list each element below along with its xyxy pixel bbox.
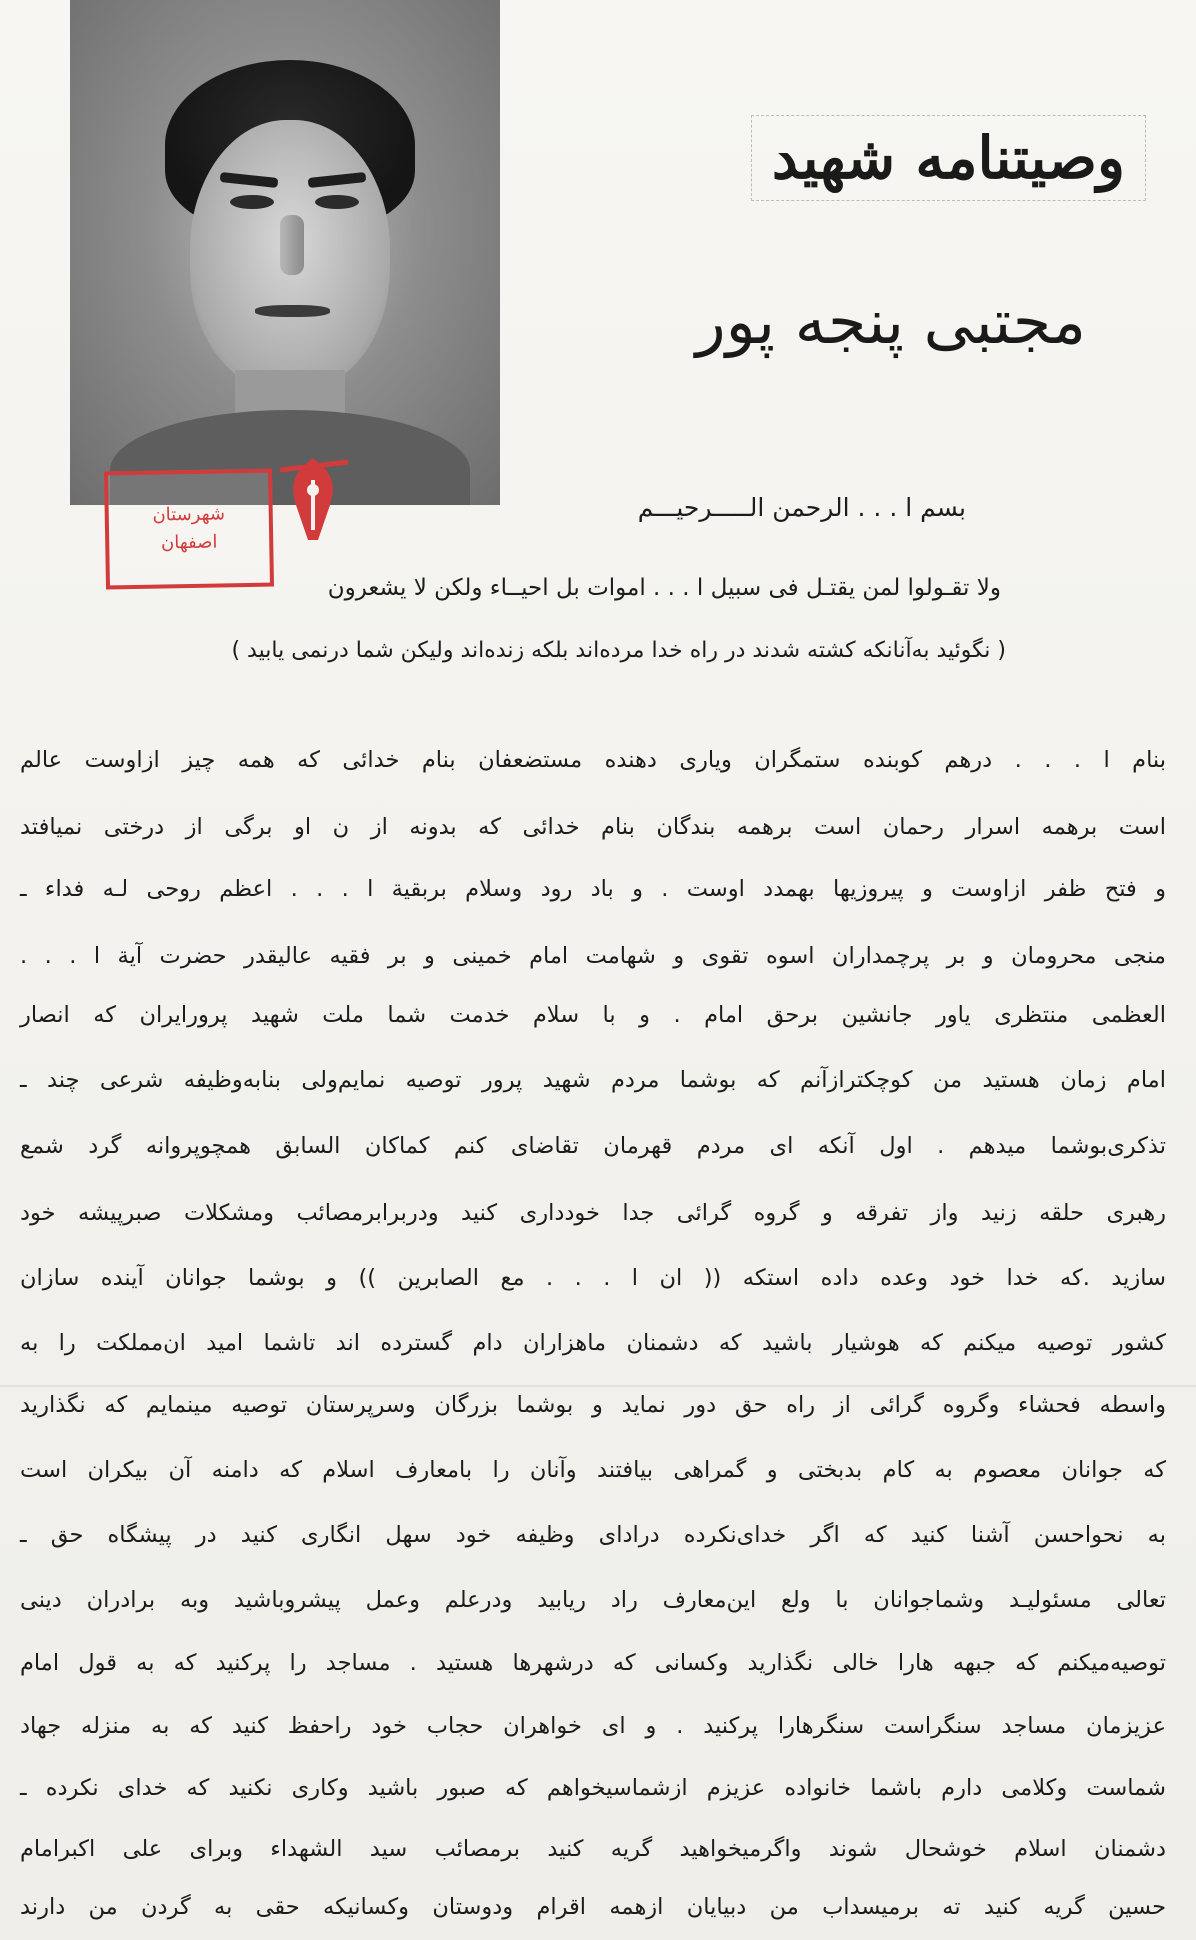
paper-fold-line: [0, 1385, 1196, 1387]
body-line: امام زمان هستید من کوچکترازآنم که بوشما مردم شهید پرور توصیه نمایم‌ولی بنابه‌وظیفه شرعی چند ـ: [20, 1067, 1166, 1093]
quran-verse: ولا تقـولوا لمن یقتـل فی سبیل ا . . . اموات بل احیــاء ولکن لا یشعرون: [327, 575, 1001, 601]
body-line: تعالی مسئولیـد وشماجوانان با ولع این‌معارف راد ریابید ودرعلم وعمل پیشروباشید وبه برادران دینی: [20, 1587, 1166, 1613]
martyr-photo: [70, 0, 500, 505]
body-line: است برهمه اسرار رحمان است برهمه بندگان بنام خدائی که بدونه از ن او برگی از درختی نمیافتد: [20, 814, 1166, 840]
body-line: حسین گریه کنید ته برمیسداب من دبیایان ازهمه اقرام ودوستان وکسانیکه حقی به گردن من دارند: [20, 1894, 1166, 1920]
red-stamp: [104, 469, 274, 590]
body-line: رهبری حلقه زنید واز تفرقه و گروه گرائی جدا خودداری کنید ودربرابرمصائب ومشکلات صبرپیشه خود: [20, 1200, 1166, 1226]
body-line: العظمی منتظری یاور جانشین برحق امام . و با سلام خدمت شما ملت شهید پرورایران که انصار: [20, 1002, 1166, 1028]
verse-translation: ( نگوئید به‌آنانکه کشته شدند در راه خدا مرده‌اند بلکه زنده‌اند ولیکن شما درنمی یابید ): [231, 638, 1006, 663]
body-line: و فتح ظفر ازاوست و پیروزیها بهمدد اوست . و باد رود وسلام بربقیة ا . . . اعظم روحی لـه فداء ـ: [20, 876, 1166, 902]
photo-nose: [280, 215, 304, 275]
body-line: سازید .که خدا خود وعده داده استکه (( ان ا . . . مع الصابرین )) و بوشما جوانان آینده سازان: [20, 1265, 1166, 1291]
body-line: توصیه‌میکنم که جبهه هارا خالی نگذارید وکسانی که درشهرها هستید . مساجد را پرکنید که به قول امام: [20, 1650, 1166, 1676]
body-line: دشمنان اسلام خوشحال شوند واگرمیخواهید گریه کنید برمصائب سید الشهداء وبرای علی اکبرامام: [20, 1836, 1166, 1862]
document-title: وصیتنامه شهید: [751, 115, 1146, 201]
bismillah: بسم ا . . . الرحمن الـــــرحیـــم: [637, 493, 966, 522]
body-line: عزیزمان مساجد سنگراست سنگرهارا پرکنید . و ای خواهران حجاب خود راحفظ کنید که به منزله جهاد: [20, 1713, 1166, 1739]
body-line: تذکری‌بوشما میدهم . اول آنکه ای مردم قهرمان تقاضای کنم کماکان السابق همچوپروانه گرد شمع: [20, 1133, 1166, 1159]
body-line: به نحواحسن آشنا کنید که اگر خدای‌نکرده درادای وظیفه خود سهل انگاری کنید در پیشگاه حق ـ: [20, 1522, 1166, 1548]
body-line: شماست وکلامی دارم باشما خانواده عزیزم ازشماسیخواهم که صبور باشید وکاری نکنید که خدای نکرده ـ: [20, 1775, 1166, 1801]
emblem-icon: [268, 450, 358, 550]
photo-eye: [315, 195, 359, 209]
body-line: بنام ا . . . درهم کوبنده ستمگران ویاری دهنده مستضعفان بنام خدائی که همه چیز ازاوست عالم: [20, 747, 1166, 773]
stamp-line2: اصفهان: [160, 531, 218, 554]
stamp-line1: شهرستان: [152, 503, 226, 526]
body-line: کشور توصیه میکنم که هوشیار باشید که دشمنان ماهزاران دام گسترده اند تاشما امید ان‌مملکت را به: [20, 1330, 1166, 1356]
martyr-name: مجتبی پنجه پور: [695, 285, 1086, 358]
body-line: واسطه فحشاء وگروه گرائی از راه حق دور نماید و بوشما بزرگان وسرپرستان توصیه مینمایم که نگذارید: [20, 1392, 1166, 1418]
photo-eye: [230, 195, 274, 209]
body-line: منجی محرومان و بر پرچمداران اسوه تقوی و شهامت امام خمینی و بر فقیه عالیقدر حضرت آیة ا . . .: [20, 943, 1166, 969]
photo-mouth: [255, 305, 330, 317]
body-line: که جوانان معصوم به کام بدبختی و گمراهی بیافتند وآنان را بامعارف اسلام که دامنه آن بیکران است: [20, 1457, 1166, 1483]
